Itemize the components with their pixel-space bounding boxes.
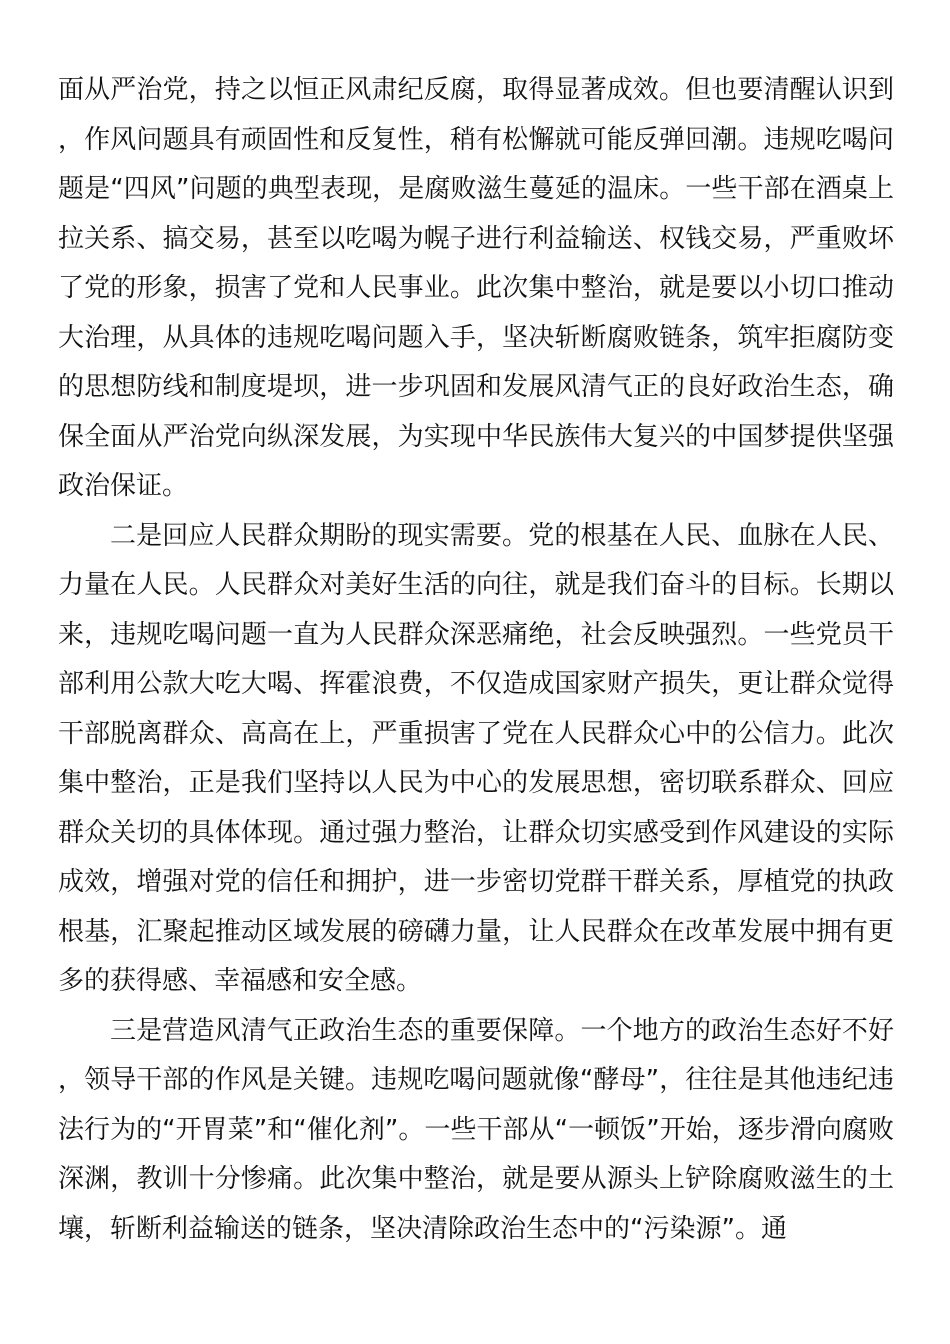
document-page <box>58 66 894 1254</box>
paragraph-point-two: 二是回应人民群众期盼的现实需要。党的根基在人民、血脉在人民、力量在人民。人民群众对美好生活的向往，就是我们奋斗的目标。长期以来，违规吃喝问题一直为人民群众深恶痛绝，社会反映强烈。一些党员干部利用公款大吃大喝、挥霍浪费，不仅造成国家财产损失，更让群众觉得干部脱离群众、高高在上，严重损害了党在人民群众心中的公信力。此次集中整治，正是我们坚持以人民为中心的发展思想，密切联系群众、回应群众关切的具体体现。通过强力整治，让群众切实感受到作风建设的实际成效，增强对党的信任和拥护，进一步密切党群干群关系，厚植党的执政根基，汇聚起推动区域发展的磅礴力量，让人民群众在改革发展中拥有更多的获得感、幸福感和安全感。 <box>58 520 894 996</box>
paragraph-point-three: 三是营造风清气正政治生态的重要保障。一个地方的政治生态好不好，领导干部的作风是关键。违规吃喝问题就像“酵母”，往往是其他违纪违法行为的“开胃菜”和“催化剂”。一些干部从“一顿饭”开始，逐步滑向腐败深渊，教训十分惨痛。此次集中整治，就是要从源头上铲除腐败滋生的土壤，斩断利益输送的链条，坚决清除政治生态中的“污染源”。通 <box>58 1015 894 1244</box>
paragraph-continuation: 面从严治党，持之以恒正风肃纪反腐，取得显著成效。但也要清醒认识到，作风问题具有顽固性和反复性，稍有松懈就可能反弹回潮。违规吃喝问题是“四风”问题的典型表现，是腐败滋生蔓延的温床。一些干部在酒桌上拉关系、搞交易，甚至以吃喝为幌子进行利益输送、权钱交易，严重败坏了党的形象，损害了党和人民事业。此次集中整治，就是要以小切口推动大治理，从具体的违规吃喝问题入手，坚决斩断腐败链条，筑牢拒腐防变的思想防线和制度堤坝，进一步巩固和发展风清气正的良好政治生态，确保全面从严治党向纵深发展，为实现中华民族伟大复兴的中国梦提供坚强政治保证。 <box>58 75 894 501</box>
